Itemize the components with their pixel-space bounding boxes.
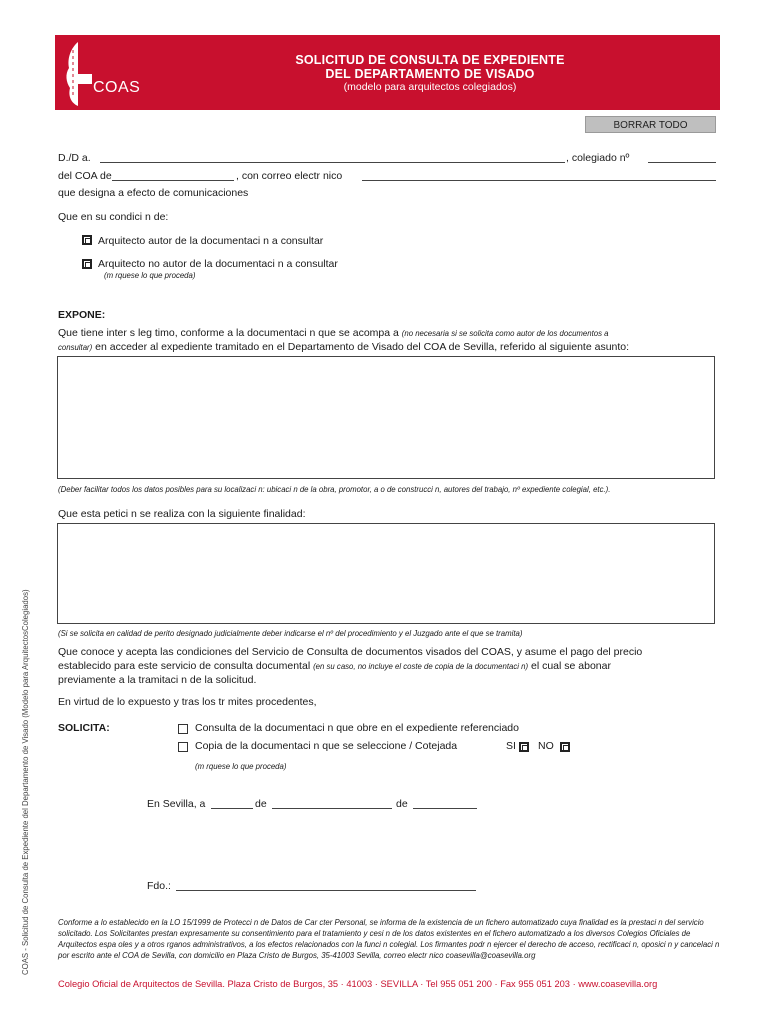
author-option-label: Arquitecto autor de la documentaci n a consultar bbox=[98, 235, 324, 247]
date-city-label: En Sevilla, a bbox=[147, 798, 206, 810]
expone-heading: EXPONE: bbox=[58, 309, 106, 321]
consult-option-label: Consulta de la documentaci n que obre en el expediente referenciado bbox=[195, 722, 519, 734]
side-vertical-text: COAS - Solicitud de Consulta de Expediente del Departamento de Visado (Modelo para ArquitectosColegiados) bbox=[21, 589, 30, 975]
copy-option-label: Copia de la documentaci n que se seleccione / Cotejada bbox=[195, 740, 458, 752]
no-checkbox[interactable] bbox=[560, 742, 570, 752]
email-field[interactable] bbox=[362, 180, 716, 181]
date-day-field[interactable] bbox=[211, 808, 253, 809]
condition-intro: Que en su condici n de: bbox=[58, 211, 169, 223]
expone-paragraph-line1 bbox=[58, 327, 609, 339]
subject-hint: (Deber facilitar todos los datos posibles para su localizaci n: ubicaci n de la obra, promotor, a o de construcci n, autores del trabajo, nº expediente colegial, etc.). bbox=[58, 485, 611, 494]
solicita-hint: (m rquese lo que proceda) bbox=[195, 762, 287, 771]
author-checkbox[interactable] bbox=[82, 235, 92, 245]
condition-hint: (m rquese lo que proceda) bbox=[104, 271, 196, 280]
solicita-heading: SOLICITA: bbox=[58, 722, 110, 734]
expone-note-b: consultar) bbox=[58, 343, 93, 352]
purpose-hint: (Si se solicita en calidad de perito designado judicialmente deber indicarse el nº del procedimiento y el Juzgado ante el que se tramita) bbox=[58, 629, 523, 638]
purpose-textarea[interactable] bbox=[57, 523, 715, 624]
signature-label: Fdo.: bbox=[147, 880, 171, 892]
conoce-line2 bbox=[58, 660, 611, 672]
form-subtitle: (modelo para arquitectos colegiados) bbox=[343, 81, 517, 93]
coas-logo-icon bbox=[62, 40, 94, 108]
legal-notice: Conforme a lo establecido en la LO 15/1999 de Protecci n de Datos de Car cter Personal, se informa de la existencia de un fichero automatizado cuya finalidad es la prestaci n del servicio solicitado. Los Solicitantes prestan expresamente su consentimiento para el tratamiento y cesi n de los datos existentes en el fichero automatizado a los diversos Colegios Oficiales de Arquitectos espa oles y a otros rganos administrativos, a los efectos relacionados con la funci n colegial. Los firmantes podr n ejercer el derecho de acceso, rectificaci n, oposici n y cancelaci n por escrito ante el COA de Sevilla, con domicilio en Plaza Cristo de Burgos, 35-41003 Sevilla, correo electr nico coasevilla@coasevilla.org bbox=[58, 918, 720, 960]
si-checkbox[interactable] bbox=[519, 742, 529, 752]
name-field[interactable] bbox=[100, 162, 565, 163]
copy-checkbox[interactable] bbox=[178, 742, 188, 752]
expone-text-b: en acceder al expediente tramitado en el Departamento de Visado del COA de Sevilla, referido al siguiente asunto: bbox=[95, 341, 630, 353]
date-de1: de bbox=[255, 798, 267, 810]
coa-field[interactable] bbox=[112, 180, 234, 181]
conoce-line3: previamente a la tramitaci n de la solicitud. bbox=[58, 674, 257, 686]
conoce-note: (en su caso, no incluye el coste de copia de la documentaci n) bbox=[313, 662, 529, 671]
form-title-line2: DEL DEPARTAMENTO DE VISADO bbox=[325, 67, 535, 81]
subject-textarea[interactable] bbox=[57, 356, 715, 479]
conoce-text-a: establecido para este servicio de consulta documental bbox=[58, 660, 311, 672]
conoce-text-b: el cual se abonar bbox=[530, 660, 611, 672]
no-label: NO bbox=[538, 740, 554, 752]
expone-note-a: (no necesaria si se solicita como autor de los documentos a bbox=[401, 329, 609, 338]
designa-text: que designa a efecto de comunicaciones bbox=[58, 187, 249, 199]
signature-field[interactable] bbox=[176, 890, 476, 891]
clear-all-button[interactable]: BORRAR TODO bbox=[585, 116, 716, 133]
date-de2: de bbox=[396, 798, 408, 810]
si-label: SI bbox=[506, 740, 516, 752]
virtud-text: En virtud de lo expuesto y tras los tr mites procedentes, bbox=[58, 696, 317, 708]
colegiado-label: , colegiado nº bbox=[566, 152, 630, 164]
conoce-line1: Que conoce y acepta las condiciones del Servicio de Consulta de documentos visados del COAS, y asume el pago del precio bbox=[58, 646, 643, 658]
expone-text-a: Que tiene inter s leg timo, conforme a la documentaci n que se acompa a bbox=[58, 327, 399, 339]
email-label: , con correo electr nico bbox=[236, 170, 343, 182]
colegiado-number-field[interactable] bbox=[648, 162, 716, 163]
date-year-field[interactable] bbox=[413, 808, 477, 809]
footer-address: Colegio Oficial de Arquitectos de Sevilla. Plaza Cristo de Burgos, 35 · 41003 · SEVILLA · Tel 955 051 200 · Fax 955 051 203 · www.coasevilla.org bbox=[58, 979, 658, 989]
purpose-label: Que esta petici n se realiza con la siguiente finalidad: bbox=[58, 508, 306, 520]
coa-label: del COA de bbox=[58, 170, 112, 182]
date-month-field[interactable] bbox=[272, 808, 392, 809]
non-author-option-label: Arquitecto no autor de la documentaci n a consultar bbox=[98, 258, 338, 270]
consult-checkbox[interactable] bbox=[178, 724, 188, 734]
form-title-line1: SOLICITUD DE CONSULTA DE EXPEDIENTE bbox=[295, 53, 565, 67]
expone-paragraph-line2 bbox=[58, 341, 629, 353]
name-label: D./D a. bbox=[58, 152, 91, 164]
non-author-checkbox[interactable] bbox=[82, 259, 92, 269]
logo-text: COAS bbox=[93, 79, 141, 96]
